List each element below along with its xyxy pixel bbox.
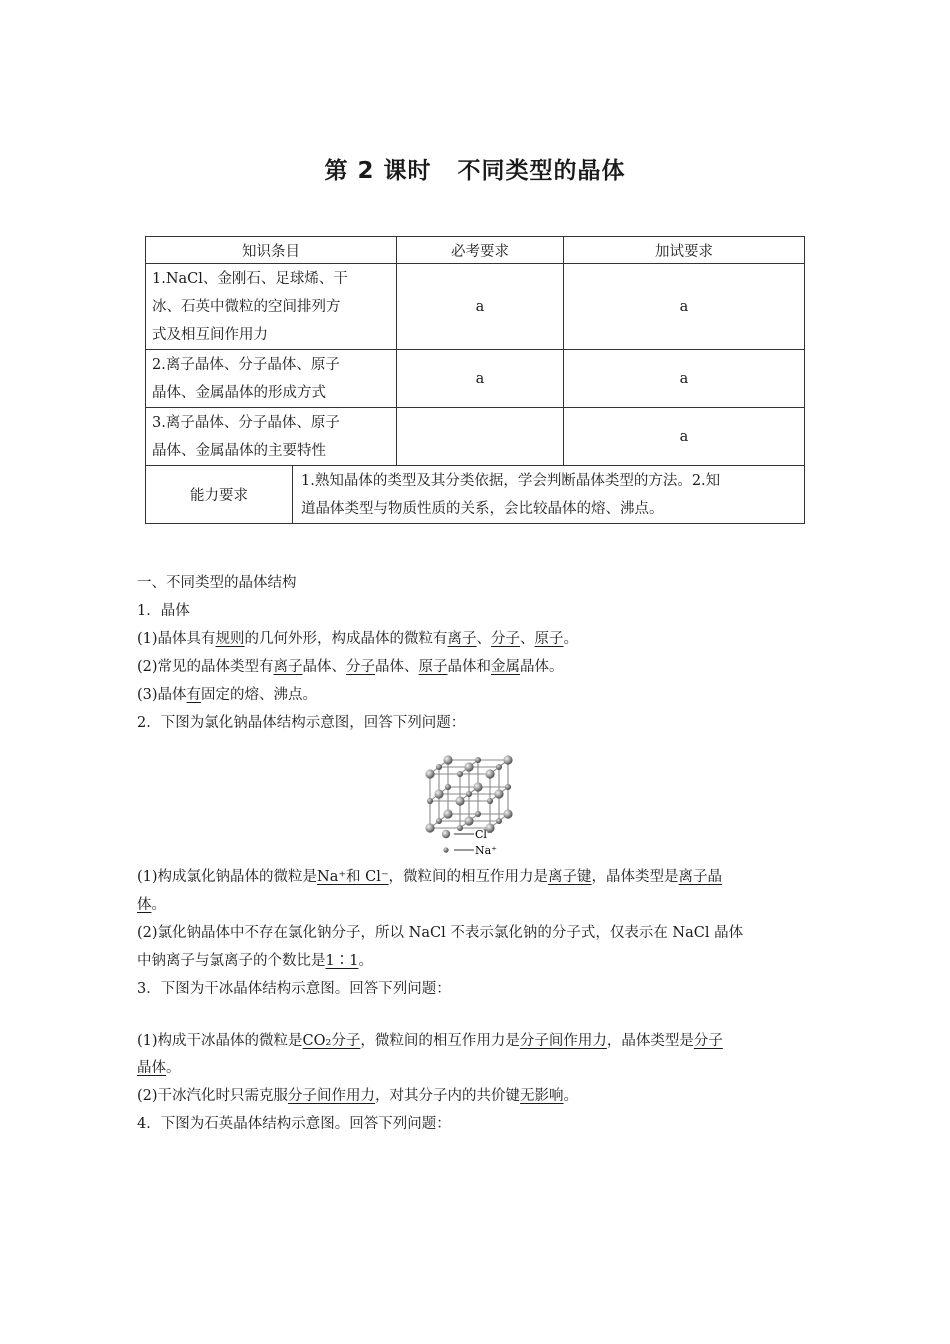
ability-text: 1.熟知晶体的类型及其分类依据，学会判断晶体类型的方法。2.知 道晶体类型与物质性质的关系，会比较晶体的熔、沸点。 [301, 472, 721, 517]
content-body [137, 0, 817, 1344]
required-level-1: a [397, 264, 564, 350]
required-level-2: a [397, 350, 564, 408]
cl-ion [443, 809, 452, 818]
cl-ion [443, 755, 452, 764]
paragraph-2: (2)常见的晶体类型有离子晶体、分子晶体、原子晶体和金属晶体。 [137, 659, 564, 675]
nacl-lattice-diagram [412, 736, 542, 862]
advanced-level-1: a [564, 264, 805, 350]
na-ion [496, 818, 502, 824]
cl-ion [494, 789, 503, 798]
na-ion [436, 764, 442, 770]
paragraph-5-cont: 中钠离子与氯离子的个数比是1∶1。 [137, 953, 373, 969]
lattice-atoms [425, 755, 512, 832]
na-ion [487, 798, 493, 804]
cl-ion [455, 796, 464, 805]
subsection-3: 3．下图为干冰晶体结构示意图。回答下列问题： [137, 981, 451, 997]
paragraph-3: (3)晶体有固定的熔、沸点。 [137, 687, 318, 703]
lesson-title: 不同类型的晶体 [457, 158, 626, 184]
paragraph-6-cont: 晶体。 [137, 1060, 181, 1076]
cl-ion [464, 762, 473, 771]
paragraph-5: (2)氯化钠晶体中不存在氯化钠分子，所以 NaCl 不表示氯化钠的分子式，仅表示在 NaCl 晶体 [137, 925, 744, 941]
na-ion [505, 784, 511, 790]
cl-ion [464, 816, 473, 825]
paragraph-6: (1)构成干冰晶体的微粒是CO₂分子，微粒间的相互作用力是分子间作用力，晶体类型是分子 [137, 1033, 723, 1049]
paragraph-1: (1)晶体具有规则的几何外形，构成晶体的微粒有离子、分子、原子。 [137, 631, 579, 647]
na-ion [427, 798, 433, 804]
na-ion [445, 784, 451, 790]
na-ion [436, 818, 442, 824]
ability-label: 能力要求 [146, 466, 293, 523]
na-ion [496, 764, 502, 770]
cl-ion [485, 769, 494, 778]
cl-ion [503, 809, 512, 818]
advanced-level-3: a [564, 408, 805, 466]
header-advanced: 加试要求 [564, 237, 805, 264]
na-ion [466, 791, 472, 797]
cl-ion [425, 769, 434, 778]
nacl-crystal-figure [412, 736, 542, 862]
knowledge-item-2: 2.离子晶体、分子晶体、原子 晶体、金属晶体的形成方式 [146, 350, 397, 408]
knowledge-item-3: 3.离子晶体、分子晶体、原子 晶体、金属晶体的主要特性 [146, 408, 397, 466]
na-ion [457, 771, 463, 777]
na-ion [475, 757, 481, 763]
subsection-2: 2．下图为氯化钠晶体结构示意图，回答下列问题： [137, 715, 466, 731]
paragraph-4-cont: 体。 [137, 897, 166, 913]
subsection-1: 1．晶体 [137, 603, 190, 619]
cl-ion [503, 755, 512, 764]
lesson-number: 第 2 课时 [324, 158, 432, 184]
knowledge-item-1: 1.NaCl、金刚石、足球烯、干 冰、石英中微粒的空间排列方 式及相互间作用力 [146, 264, 397, 350]
subsection-4: 4．下图为石英晶体结构示意图。回答下列问题： [137, 1116, 451, 1132]
cl-ion [473, 782, 482, 791]
na-legend-sphere [443, 847, 448, 852]
cl-legend-label: Cl⁻ [475, 828, 493, 841]
cl-legend-sphere [442, 830, 450, 838]
na-legend-label: Na⁺ [475, 844, 497, 857]
cl-ion [434, 789, 443, 798]
advanced-level-2: a [564, 350, 805, 408]
paragraph-4: (1)构成氯化钠晶体的微粒是Na⁺和 Cl⁻，微粒间的相互作用力是离子键，晶体类型是离子晶 [137, 869, 723, 885]
na-ion [457, 825, 463, 831]
header-knowledge: 知识条目 [146, 237, 397, 264]
header-required: 必考要求 [397, 237, 564, 264]
na-ion [475, 811, 481, 817]
cl-ion [425, 823, 434, 832]
section-heading: 一、不同类型的晶体结构 [137, 575, 297, 591]
paragraph-7: (2)干冰汽化时只需克服分子间作用力，对其分子内的共价键无影响。 [137, 1088, 579, 1104]
